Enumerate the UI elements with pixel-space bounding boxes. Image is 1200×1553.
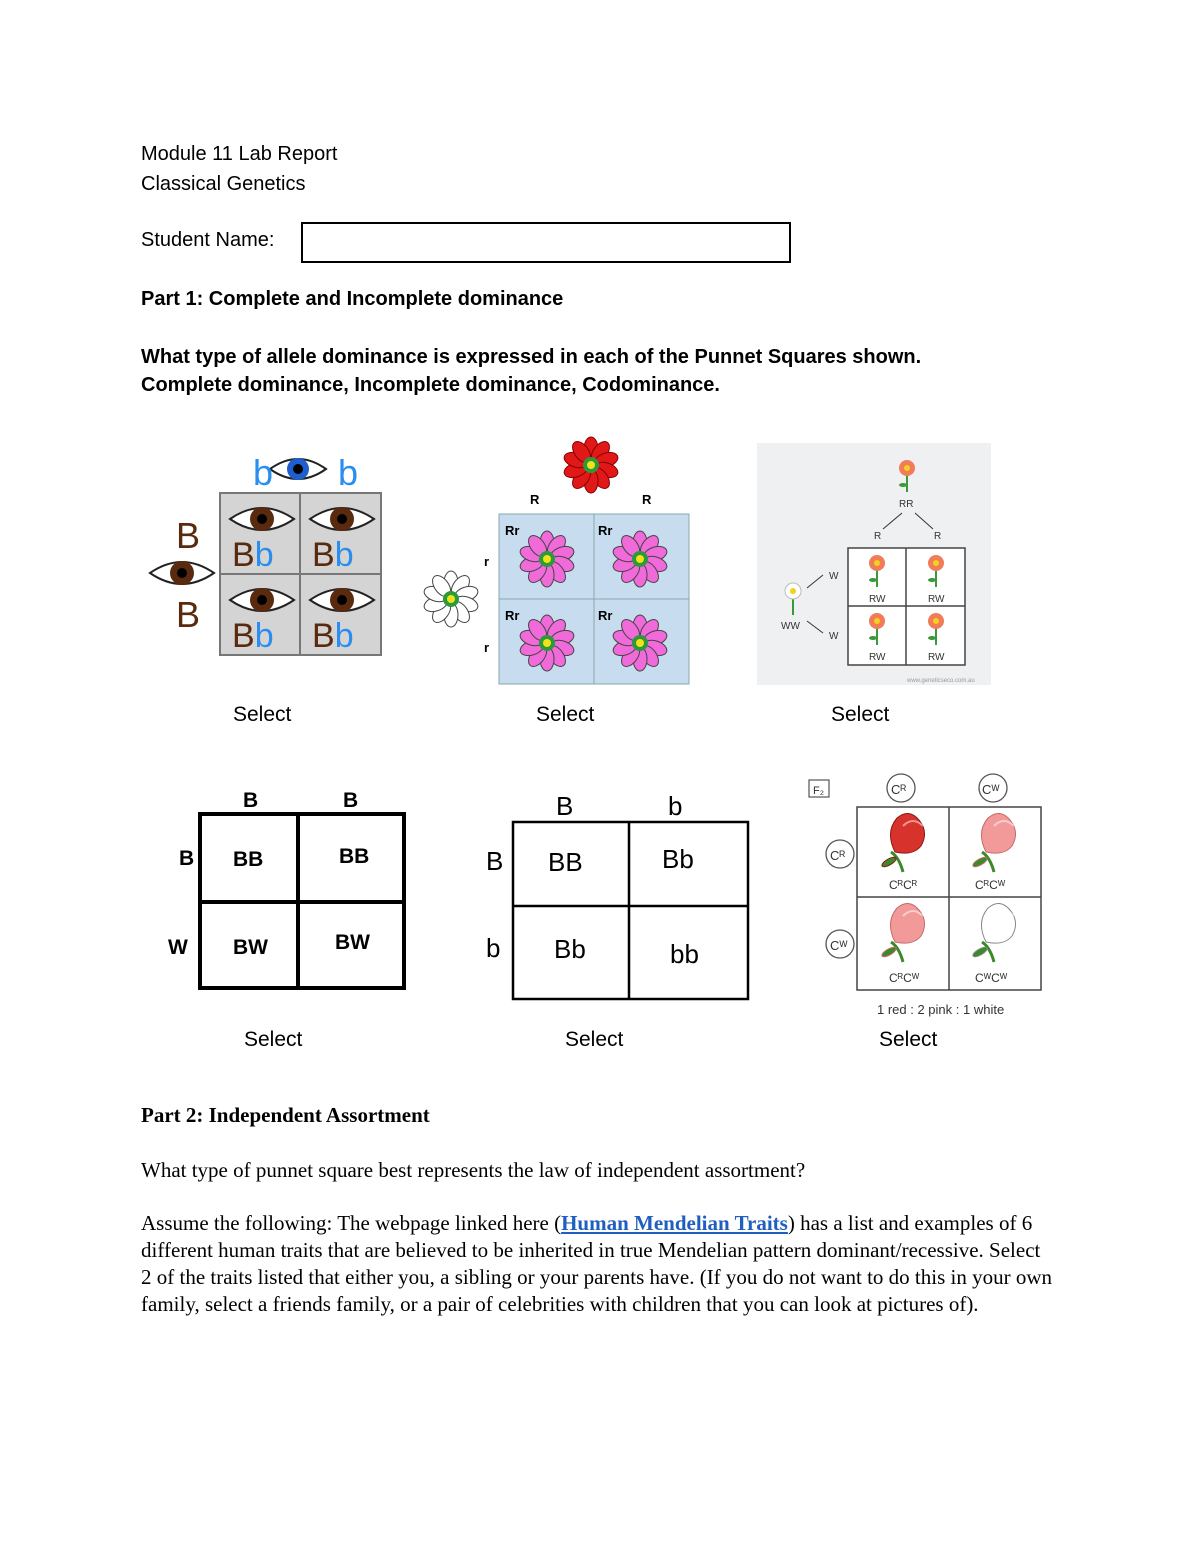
rw-credit: www.geneticseco.com.au: [907, 678, 975, 684]
bw-top-allele-2: B: [343, 789, 359, 812]
rw-top-allele-2: R: [934, 531, 942, 542]
svg-text:RW: RW: [869, 652, 886, 663]
part1-heading: Part 1: Complete and Incomplete dominance: [141, 288, 564, 310]
svg-text:Bb: Bb: [312, 536, 354, 574]
select-dropdown-3[interactable]: Select: [831, 703, 890, 726]
part2-text-before: Assume the following: The webpage linked here (: [141, 1211, 562, 1235]
rw-parent-top: RR: [899, 499, 914, 510]
select-dropdown-1[interactable]: Select: [233, 703, 292, 726]
svg-text:Rr: Rr: [598, 523, 613, 538]
flower-punnet-figure: [412, 430, 692, 688]
bw-top-allele-1: B: [243, 789, 259, 812]
bb-cell: BB: [548, 847, 583, 877]
doc-title: Module 11 Lab Report: [141, 143, 338, 165]
svg-text:Rr: Rr: [505, 608, 520, 623]
snap-generation-label: F₂: [813, 785, 824, 797]
bb-top-allele-2: b: [668, 791, 683, 821]
red-flower-icon: [562, 437, 620, 493]
snap-top-allele-1: Cᴿ: [891, 782, 907, 797]
snapdragon-punnet-figure: [805, 770, 1045, 1020]
select-dropdown-5[interactable]: Select: [565, 1028, 624, 1051]
eye-punnet-figure: [140, 445, 390, 660]
svg-text:RW: RW: [928, 652, 945, 663]
flower-top-allele-2: R: [642, 492, 652, 507]
student-name-label: Student Name:: [141, 229, 275, 251]
part1-options: Complete dominance, Incomplete dominance, Codominance.: [141, 374, 720, 396]
rw-left-allele-2: W: [829, 631, 839, 642]
bw-cell: BW: [335, 931, 370, 954]
part2-paragraph: [141, 1210, 1056, 1318]
student-name-field[interactable]: [301, 222, 791, 263]
bb-cell: Bb: [554, 934, 586, 964]
rw-left-allele-1: W: [829, 571, 839, 582]
eye-top-allele-2: b: [338, 452, 359, 493]
snap-top-allele-2: Cᵂ: [982, 782, 1000, 797]
select-dropdown-4[interactable]: Select: [244, 1028, 303, 1051]
snap-cell: CᴿCᵂ: [889, 971, 920, 985]
snap-cell: CᴿCᴿ: [889, 878, 918, 892]
bb-left-allele-2: b: [486, 933, 501, 963]
rw-punnet-figure: [757, 443, 991, 685]
snap-left-allele-1: Cᴿ: [830, 848, 846, 863]
select-dropdown-6[interactable]: Select: [879, 1028, 938, 1051]
white-flower-icon: [422, 571, 480, 627]
part2-question: What type of punnet square best represents the law of independent assortment?: [141, 1158, 806, 1182]
rw-top-allele-1: R: [874, 531, 882, 542]
part2-text-after: ) has a list and examples of 6 different human traits that are believed to be inherited in true Mendelian pattern dominant/recessive. Select 2 of the traits listed that either you, a sibling or your parents have. (If you do not want to do this in your own family, select a friends family, or a pair of celebrities with children that you can look at pictures of).: [141, 1211, 1052, 1316]
bw-left-allele-1: B: [179, 847, 195, 870]
snap-cell: CᴿCᵂ: [975, 878, 1006, 892]
bb-cell: bb: [670, 939, 699, 969]
snap-ratio: 1 red : 2 pink : 1 white: [877, 1002, 1005, 1017]
blue-eye-icon: [270, 458, 326, 480]
rw-parent-left: WW: [781, 621, 800, 632]
svg-text:Rr: Rr: [598, 608, 613, 623]
eye-top-allele-1: b: [253, 452, 274, 493]
svg-text:Bb: Bb: [232, 617, 274, 655]
snap-left-allele-2: Cᵂ: [830, 938, 848, 953]
svg-text:RW: RW: [869, 594, 886, 605]
bw-cell: BB: [233, 848, 264, 871]
eye-left-allele-1: B: [176, 515, 201, 556]
flower-left-allele-1: r: [484, 554, 490, 569]
svg-text:Rr: Rr: [505, 523, 520, 538]
svg-text:RW: RW: [928, 594, 945, 605]
flower-left-allele-2: r: [484, 640, 490, 655]
doc-subtitle: Classical Genetics: [141, 173, 306, 195]
svg-text:Bb: Bb: [232, 536, 274, 574]
svg-text:Bb: Bb: [312, 617, 354, 655]
bb-punnet-figure: [482, 785, 752, 1003]
bb-left-allele-1: B: [486, 846, 504, 876]
eye-left-allele-2: B: [176, 594, 201, 635]
bw-cell: BB: [339, 845, 370, 868]
part1-question: What type of allele dominance is expressed in each of the Punnet Squares shown.: [141, 346, 922, 368]
human-mendelian-traits-link[interactable]: Human Mendelian Traits: [561, 1211, 788, 1235]
bw-punnet-figure: [165, 782, 410, 994]
bb-cell: Bb: [662, 844, 694, 874]
bb-top-allele-1: B: [556, 791, 574, 821]
snap-cell: CᵂCᵂ: [975, 971, 1008, 985]
brown-eye-icon: [150, 561, 214, 585]
flower-top-allele-1: R: [530, 492, 540, 507]
bw-cell: BW: [233, 936, 268, 959]
select-dropdown-2[interactable]: Select: [536, 703, 595, 726]
bw-left-allele-2: W: [168, 936, 188, 959]
part2-heading: Part 2: Independent Assortment: [141, 1103, 430, 1127]
